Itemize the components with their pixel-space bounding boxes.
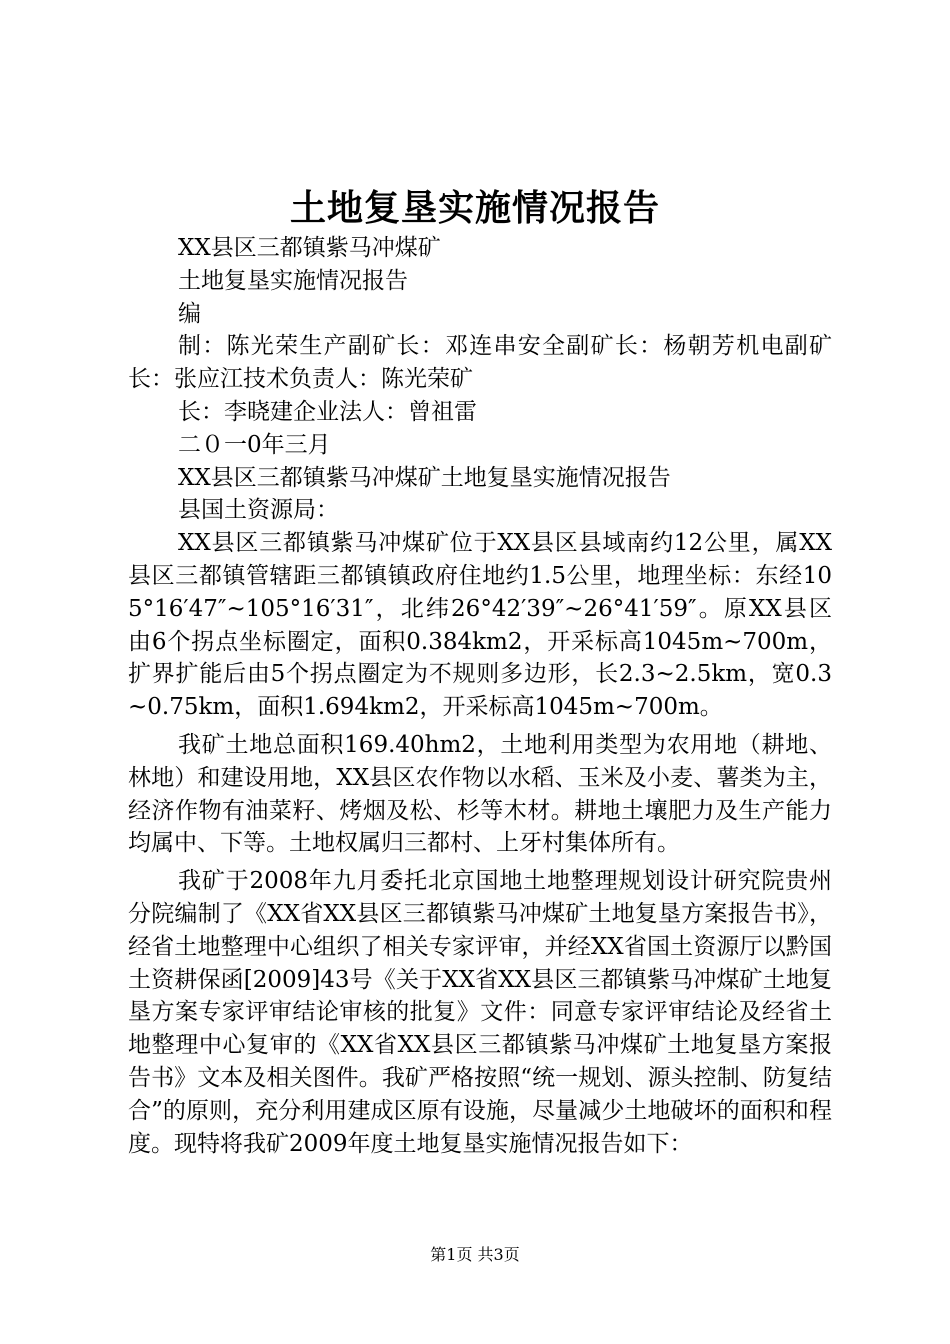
header-line-recipient: 县国土资源局： bbox=[178, 497, 339, 524]
header-line-compiled: 编 bbox=[178, 300, 201, 327]
paragraph-reclamation-plan: 我矿于2008年九月委托北京国地土地整理规划设计研究院贵州分院编制了《XX省XX县区三都镇紫马冲煤矿土地复垦方案报告书》，经省土地整理中心组织了相关专家评审，并经XX省国土资源厅以黔国土资耕保函[2009]43号《关于XX省XX县区三都镇紫马冲煤矿土地复垦方案专家评审结论审核的批复》文件：同意专家评审结论及经省土地整理中心复审的《XX省XX县区三都镇紫马冲煤矿土地复垦方案报告书》文本及相关图件。我矿严格按照“统一规划、源头控制、防复结合”的原则，充分利用建成区原有设施，尽量减少土地破坏的面积和程度。现特将我矿2009年度土地复垦实施情况报告如下： bbox=[128, 868, 832, 1157]
page-footer: 第1页 共3页 bbox=[430, 1245, 520, 1264]
header-line-staff: 制：陈光荣生产副矿长：邓连串安全副矿长：杨朝芳机电副矿长：张应江技术负责人：陈光荣矿 bbox=[128, 333, 832, 393]
document-body bbox=[128, 232, 832, 1160]
header-line-company: XX县区三都镇紫马冲煤矿 bbox=[178, 235, 441, 261]
paragraph-location: XX县区三都镇紫马冲煤矿位于XX县区县域南约12公里，属XX县区三都镇管辖距三都镇镇政府住地约1.5公里，地理坐标：东经105°16′47″~105°16′31″，北纬26°42′39″~26°41′59″。原XX县区由6个拐点坐标圈定，面积0.384km2，开采标高1045m~700m，扩界扩能后由5个拐点圈定为不规则多边形，长2.3~2.5km，宽0.3~0.75km，面积1.694km2，开采标高1045m~700m。 bbox=[128, 530, 832, 721]
paragraph-land-use: 我矿土地总面积169.40hm2，土地利用类型为农用地（耕地、林地）和建设用地，XX县区农作物以水稻、玉米及小麦、薯类为主，经济作物有油菜籽、烤烟及松、杉等木材。耕地土壤肥力及生产能力均属中、下等。土地权属归三都村、上牙村集体所有。 bbox=[128, 731, 832, 857]
header-line-report-name: 土地复垦实施情况报告 bbox=[178, 267, 408, 294]
header-line-date: 二０一0年三月 bbox=[178, 431, 331, 458]
header-line-report-title: XX县区三都镇紫马冲煤矿土地复垦实施情况报告 bbox=[178, 464, 671, 491]
header-line-legal-rep: 长：李晓建企业法人：曾祖雷 bbox=[178, 398, 477, 425]
document-title: 土地复垦实施情况报告 bbox=[289, 187, 660, 229]
